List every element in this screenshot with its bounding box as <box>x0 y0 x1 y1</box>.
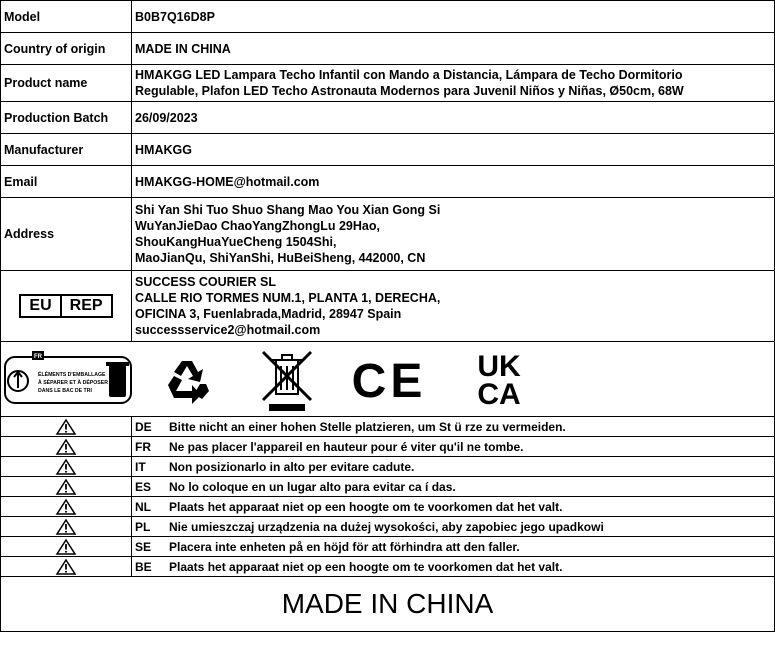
warning-message: Ne pas placer l'appareil en hauteur pour é viter qu'il ne tombe. <box>169 439 524 454</box>
warning-triangle-icon <box>1 477 132 497</box>
weee-bin-icon <box>259 350 315 412</box>
eu-rep-mark <box>4 294 128 318</box>
country-label: Country of origin <box>1 33 132 65</box>
address-label: Address <box>1 198 132 271</box>
warning-triangle-icon <box>1 537 132 557</box>
warning-code: SE <box>135 539 152 554</box>
warning-code: DE <box>135 419 152 434</box>
warning-message: Non posizionarlo in alto per evitare cadute. <box>169 459 415 474</box>
row-email <box>1 166 775 198</box>
eurep-line: OFICINA 3, Fuenlabrada,Madrid, 28947 Spain <box>135 307 402 321</box>
warning-code: ES <box>135 479 152 494</box>
manufacturer-label: Manufacturer <box>1 134 132 166</box>
svg-text:DANS LE BAC DE TRI: DANS LE BAC DE TRI <box>38 388 92 394</box>
address-line: WuYanJieDao ChaoYangZhongLu 29Hao, <box>135 219 380 233</box>
row-eurep <box>1 271 775 342</box>
warning-text <box>132 417 775 437</box>
svg-text:FR: FR <box>34 354 42 360</box>
row-model <box>1 1 775 33</box>
warning-text <box>132 517 775 537</box>
rep-text: REP <box>69 297 103 314</box>
recycle-icon <box>162 355 212 405</box>
email-label: Email <box>1 166 132 198</box>
warning-code: IT <box>135 459 146 474</box>
warning-message: Plaats het apparaat niet op een hoogte om te voorkomen dat het valt. <box>169 559 563 574</box>
svg-text:À SÉPARER ET À DÉPOSER: À SÉPARER ET À DÉPOSER <box>38 380 108 386</box>
model-label: Model <box>1 1 132 33</box>
address-line: MaoJianQu, ShiYanShi, HuBeiSheng, 442000, CN <box>135 251 426 265</box>
warning-triangle-icon <box>1 557 132 577</box>
address-line: Shi Yan Shi Tuo Shuo Shang Mao You Xian Gong Si <box>135 203 441 217</box>
address-value <box>132 198 775 271</box>
warning-triangle-icon <box>1 497 132 517</box>
warning-message: No lo coloque en un lugar alto para evitar ca í das. <box>169 479 456 494</box>
warning-triangle-icon <box>1 437 132 457</box>
warning-row <box>1 477 775 497</box>
footer-made-in-china: MADE IN CHINA <box>1 577 775 632</box>
warning-row <box>1 537 775 557</box>
warning-text <box>132 437 775 457</box>
warning-row <box>1 437 775 457</box>
svg-text:ÉLÉMENTS D'EMBALLAGE: ÉLÉMENTS D'EMBALLAGE <box>38 372 106 378</box>
product-line-1: HMAKGG LED Lampara Techo Infantil con Mando a Distancia, Lámpara de Techo Dormitorio <box>135 68 683 82</box>
ukca-mark-icon <box>469 348 529 411</box>
product-label: Product name <box>1 65 132 102</box>
certification-marks <box>1 342 775 417</box>
warning-text <box>132 457 775 477</box>
warning-row <box>1 517 775 537</box>
eurep-line: successservice2@hotmail.com <box>135 323 321 337</box>
warning-message: Placera inte enheten på en höjd för att förhindra att den faller. <box>169 539 520 554</box>
warning-code: NL <box>135 499 151 514</box>
warning-message: Plaats het apparaat niet op een hoogte om te voorkomen dat het valt. <box>169 499 563 514</box>
product-value <box>132 65 775 102</box>
svg-text:CA: CA <box>477 378 521 411</box>
svg-text:UK: UK <box>477 350 521 383</box>
model-value: B0B7Q16D8P <box>132 1 775 33</box>
warning-code: BE <box>135 559 152 574</box>
warning-code: PL <box>135 519 151 534</box>
row-product <box>1 65 775 102</box>
row-address <box>1 198 775 271</box>
manufacturer-value: HMAKGG <box>132 134 775 166</box>
warning-row <box>1 497 775 517</box>
batch-value: 26/09/2023 <box>132 102 775 134</box>
address-line: ShouKangHuaYueCheng 1504Shi, <box>135 235 337 249</box>
eurep-line: SUCCESS COURIER SL <box>135 275 276 289</box>
product-line-2: Regulable, Plafon LED Techo Astronauta Modernos para Juvenil Niños y Niñas, Ø50cm, 68W <box>135 84 684 98</box>
ce-mark-icon <box>351 355 427 408</box>
row-marks <box>1 342 775 417</box>
batch-label: Production Batch <box>1 102 132 134</box>
eu-text: EU <box>21 296 61 316</box>
eurep-value <box>132 271 775 342</box>
eurep-line: CALLE RIO TORMES NUM.1, PLANTA 1, DERECHA, <box>135 291 441 305</box>
warning-triangle-icon <box>1 457 132 477</box>
row-batch <box>1 102 775 134</box>
warning-triangle-icon <box>1 417 132 437</box>
country-value: MADE IN CHINA <box>132 33 775 65</box>
warning-message: Nie umieszczaj urządzenia na dużej wysokości, aby zapobiec jego upadkowi <box>169 519 604 534</box>
warning-row <box>1 417 775 437</box>
row-footer <box>1 577 775 632</box>
warning-row <box>1 557 775 577</box>
eurep-mark-cell <box>1 271 132 342</box>
warning-code: FR <box>135 439 151 454</box>
warning-text <box>132 537 775 557</box>
email-value: HMAKGG-HOME@hotmail.com <box>132 166 775 198</box>
row-country <box>1 33 775 65</box>
warning-text <box>132 497 775 517</box>
warning-message: Bitte nicht an einer hohen Stelle platzieren, um St ü rze zu vermeiden. <box>169 419 566 434</box>
warning-text <box>132 557 775 577</box>
row-manufacturer <box>1 134 775 166</box>
warning-row <box>1 457 775 477</box>
warning-text <box>132 477 775 497</box>
triman-icon <box>4 351 132 407</box>
svg-text:CE: CE <box>351 355 427 408</box>
warning-triangle-icon <box>1 517 132 537</box>
